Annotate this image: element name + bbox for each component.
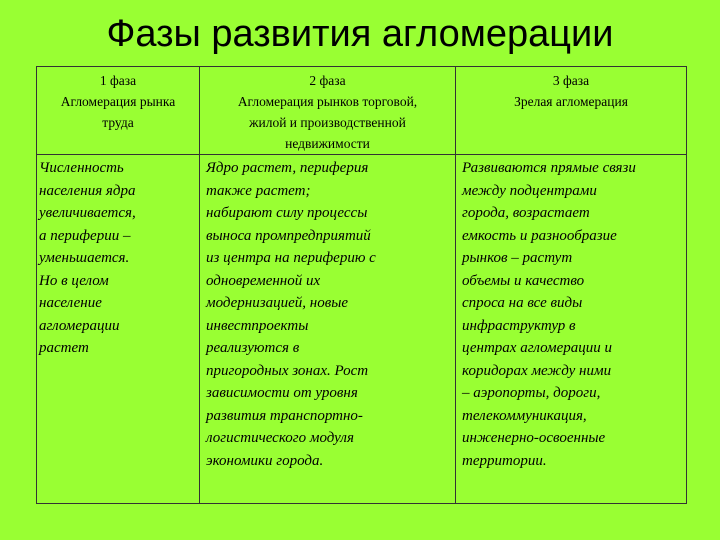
slide-title: Фазы развития агломерации (106, 13, 614, 55)
phase-2-header-cell (200, 67, 456, 155)
phase-3-header: 3 фаза Зрелая агломерация (514, 73, 628, 109)
phase-2-body-cell (200, 155, 456, 504)
table-header-row (37, 67, 687, 155)
phase-2-description: Ядро растет, периферия также растет; набирают силу процессы выноса промпредприятий из центра на периферию с одновременной их модернизацией, новые инвестпроекты реализуются в пригородных зонах. Рост зависимости от уровня развития транспортно- логистического модуля экономики города. (206, 160, 376, 469)
phase-3-body-cell (456, 155, 687, 504)
phase-1-description: Численность населения ядра увеличивается, а периферии – уменьшается. Но в целом население агломерации растет (39, 160, 136, 356)
phase-3-header-cell (456, 67, 687, 155)
phase-2-header: 2 фаза Агломерация рынков торговой, жилой и производственной недвижимости (237, 73, 418, 151)
phases-table (36, 66, 687, 504)
phase-3-description: Развиваются прямые связи между подцентрами города, возрастает емкость и разнообразие рынков – растут объемы и качество спроса на все виды инфраструктур в центрах агломерации и коридорах между ними – аэропорты, дороги, телекоммуникация, инженерно-освоенные территории. (462, 160, 636, 469)
phase-1-header: 1 фаза Агломерация рынка труда (60, 73, 176, 130)
table-body-row (37, 155, 687, 504)
phase-1-body-cell (37, 155, 200, 504)
phase-1-header-cell (37, 67, 200, 155)
